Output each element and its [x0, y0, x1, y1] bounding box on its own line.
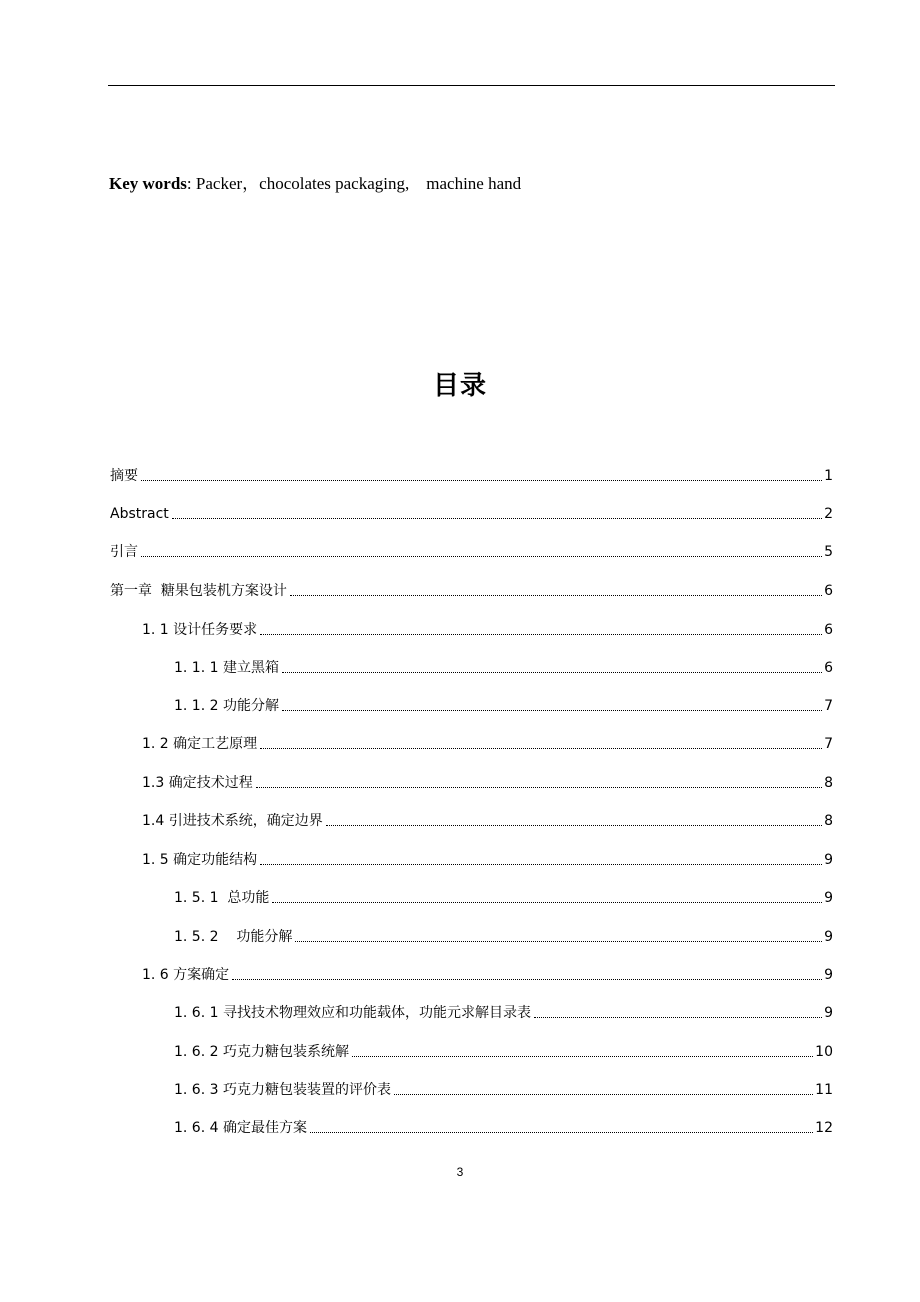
toc-entry-abstract-en[interactable] [110, 501, 833, 523]
toc-entry-1-6-3[interactable] [174, 1077, 833, 1099]
toc-entry-page: 6 [824, 622, 833, 638]
toc-dot-leader [282, 672, 822, 673]
toc-title: 目录 [432, 371, 487, 401]
toc-entry-label: 第一章 糖果包装机方案设计 [110, 583, 287, 599]
toc-dot-leader [394, 1094, 813, 1095]
toc-entry-page: 9 [824, 852, 833, 868]
toc-dot-leader [290, 595, 822, 596]
toc-dot-leader [260, 864, 822, 865]
toc-entry-page: 9 [824, 929, 833, 945]
toc-entry-page: 7 [824, 698, 833, 714]
toc-entry-label: 1. 6. 1 寻找技术物理效应和功能载体，功能元求解目录表 [174, 1005, 531, 1021]
toc-entry-label: 1. 1 设计任务要求 [142, 622, 258, 638]
toc-entry-1-6-1[interactable] [174, 1000, 833, 1022]
toc-entry-page: 6 [824, 660, 833, 676]
toc-entry-page: 5 [824, 544, 833, 560]
toc-entry-1-6-4[interactable] [174, 1115, 833, 1137]
toc-dot-leader [310, 1132, 813, 1133]
toc-entry-label: 1.3 确定技术过程 [142, 775, 253, 791]
keywords-text: : Packer，chocolates packaging, machine hand [186, 174, 522, 193]
toc-entry-label: 1. 6. 2 巧克力糖包装系统解 [174, 1044, 349, 1060]
toc-dot-leader [141, 480, 822, 481]
toc-entry-page: 6 [824, 583, 833, 599]
toc-entry-page: 10 [815, 1044, 833, 1060]
page-number: 3 [456, 1165, 464, 1179]
toc-entry-page: 12 [815, 1120, 833, 1136]
toc-dot-leader [260, 634, 822, 635]
toc-entry-page: 7 [824, 736, 833, 752]
toc-entry-1-5-2[interactable] [174, 924, 833, 946]
toc-entry-page: 8 [824, 775, 833, 791]
toc-dot-leader [326, 825, 822, 826]
toc-entry-label: 1. 2 确定工艺原理 [142, 736, 258, 752]
toc-entry-label: 1.4 引进技术系统，确定边界 [142, 813, 323, 829]
toc-entry-page: 9 [824, 890, 833, 906]
toc-entry-abstract-cn[interactable] [110, 463, 833, 485]
toc-entry-1-6-2[interactable] [174, 1039, 833, 1061]
toc-entry-1-4[interactable] [142, 808, 833, 830]
toc-entry-chapter-1[interactable] [110, 578, 833, 600]
keywords-label: Key words [109, 174, 187, 193]
toc-entry-label: 1. 6. 4 确定最佳方案 [174, 1120, 307, 1136]
toc-dot-leader [295, 941, 822, 942]
toc-entry-label: 摘要 [110, 468, 138, 484]
toc-entry-label: 1. 5. 2 功能分解 [174, 929, 293, 945]
toc-entry-1-3[interactable] [142, 770, 833, 792]
toc-dot-leader [534, 1017, 822, 1018]
toc-entry-page: 8 [824, 813, 833, 829]
toc-dot-leader [141, 556, 822, 557]
toc-entry-page: 9 [824, 1005, 833, 1021]
toc-dot-leader [260, 748, 822, 749]
toc-entry-1-6[interactable] [142, 962, 833, 984]
toc-dot-leader [282, 710, 822, 711]
toc-entry-label: 1. 5. 1 总功能 [174, 890, 270, 906]
toc-entry-1-1[interactable] [142, 617, 833, 639]
toc-dot-leader [272, 902, 822, 903]
toc-entry-1-2[interactable] [142, 731, 833, 753]
toc-dot-leader [172, 518, 822, 519]
toc-entry-label: 1. 5 确定功能结构 [142, 852, 258, 868]
toc-entry-page: 1 [824, 468, 833, 484]
toc-dot-leader [352, 1056, 813, 1057]
toc-entry-introduction[interactable] [110, 539, 833, 561]
toc-entry-page: 2 [824, 506, 833, 522]
toc-entry-1-5-1[interactable] [174, 885, 833, 907]
toc-entry-label: 1. 1. 1 建立黑箱 [174, 660, 279, 676]
toc-entry-label: 1. 1. 2 功能分解 [174, 698, 279, 714]
toc-entry-label: 1. 6 方案确定 [142, 967, 230, 983]
toc-entry-page: 11 [815, 1082, 833, 1098]
toc-entry-label: 引言 [110, 544, 138, 560]
toc-entry-1-1-2[interactable] [174, 693, 833, 715]
toc-entry-page: 9 [824, 967, 833, 983]
toc-dot-leader [232, 979, 822, 980]
toc-entry-label: 1. 6. 3 巧克力糖包装装置的评价表 [174, 1082, 391, 1098]
toc-dot-leader [256, 787, 822, 788]
toc-entry-1-1-1[interactable] [174, 655, 833, 677]
toc-entry-1-5[interactable] [142, 847, 833, 869]
toc-entry-label: Abstract [110, 506, 169, 522]
